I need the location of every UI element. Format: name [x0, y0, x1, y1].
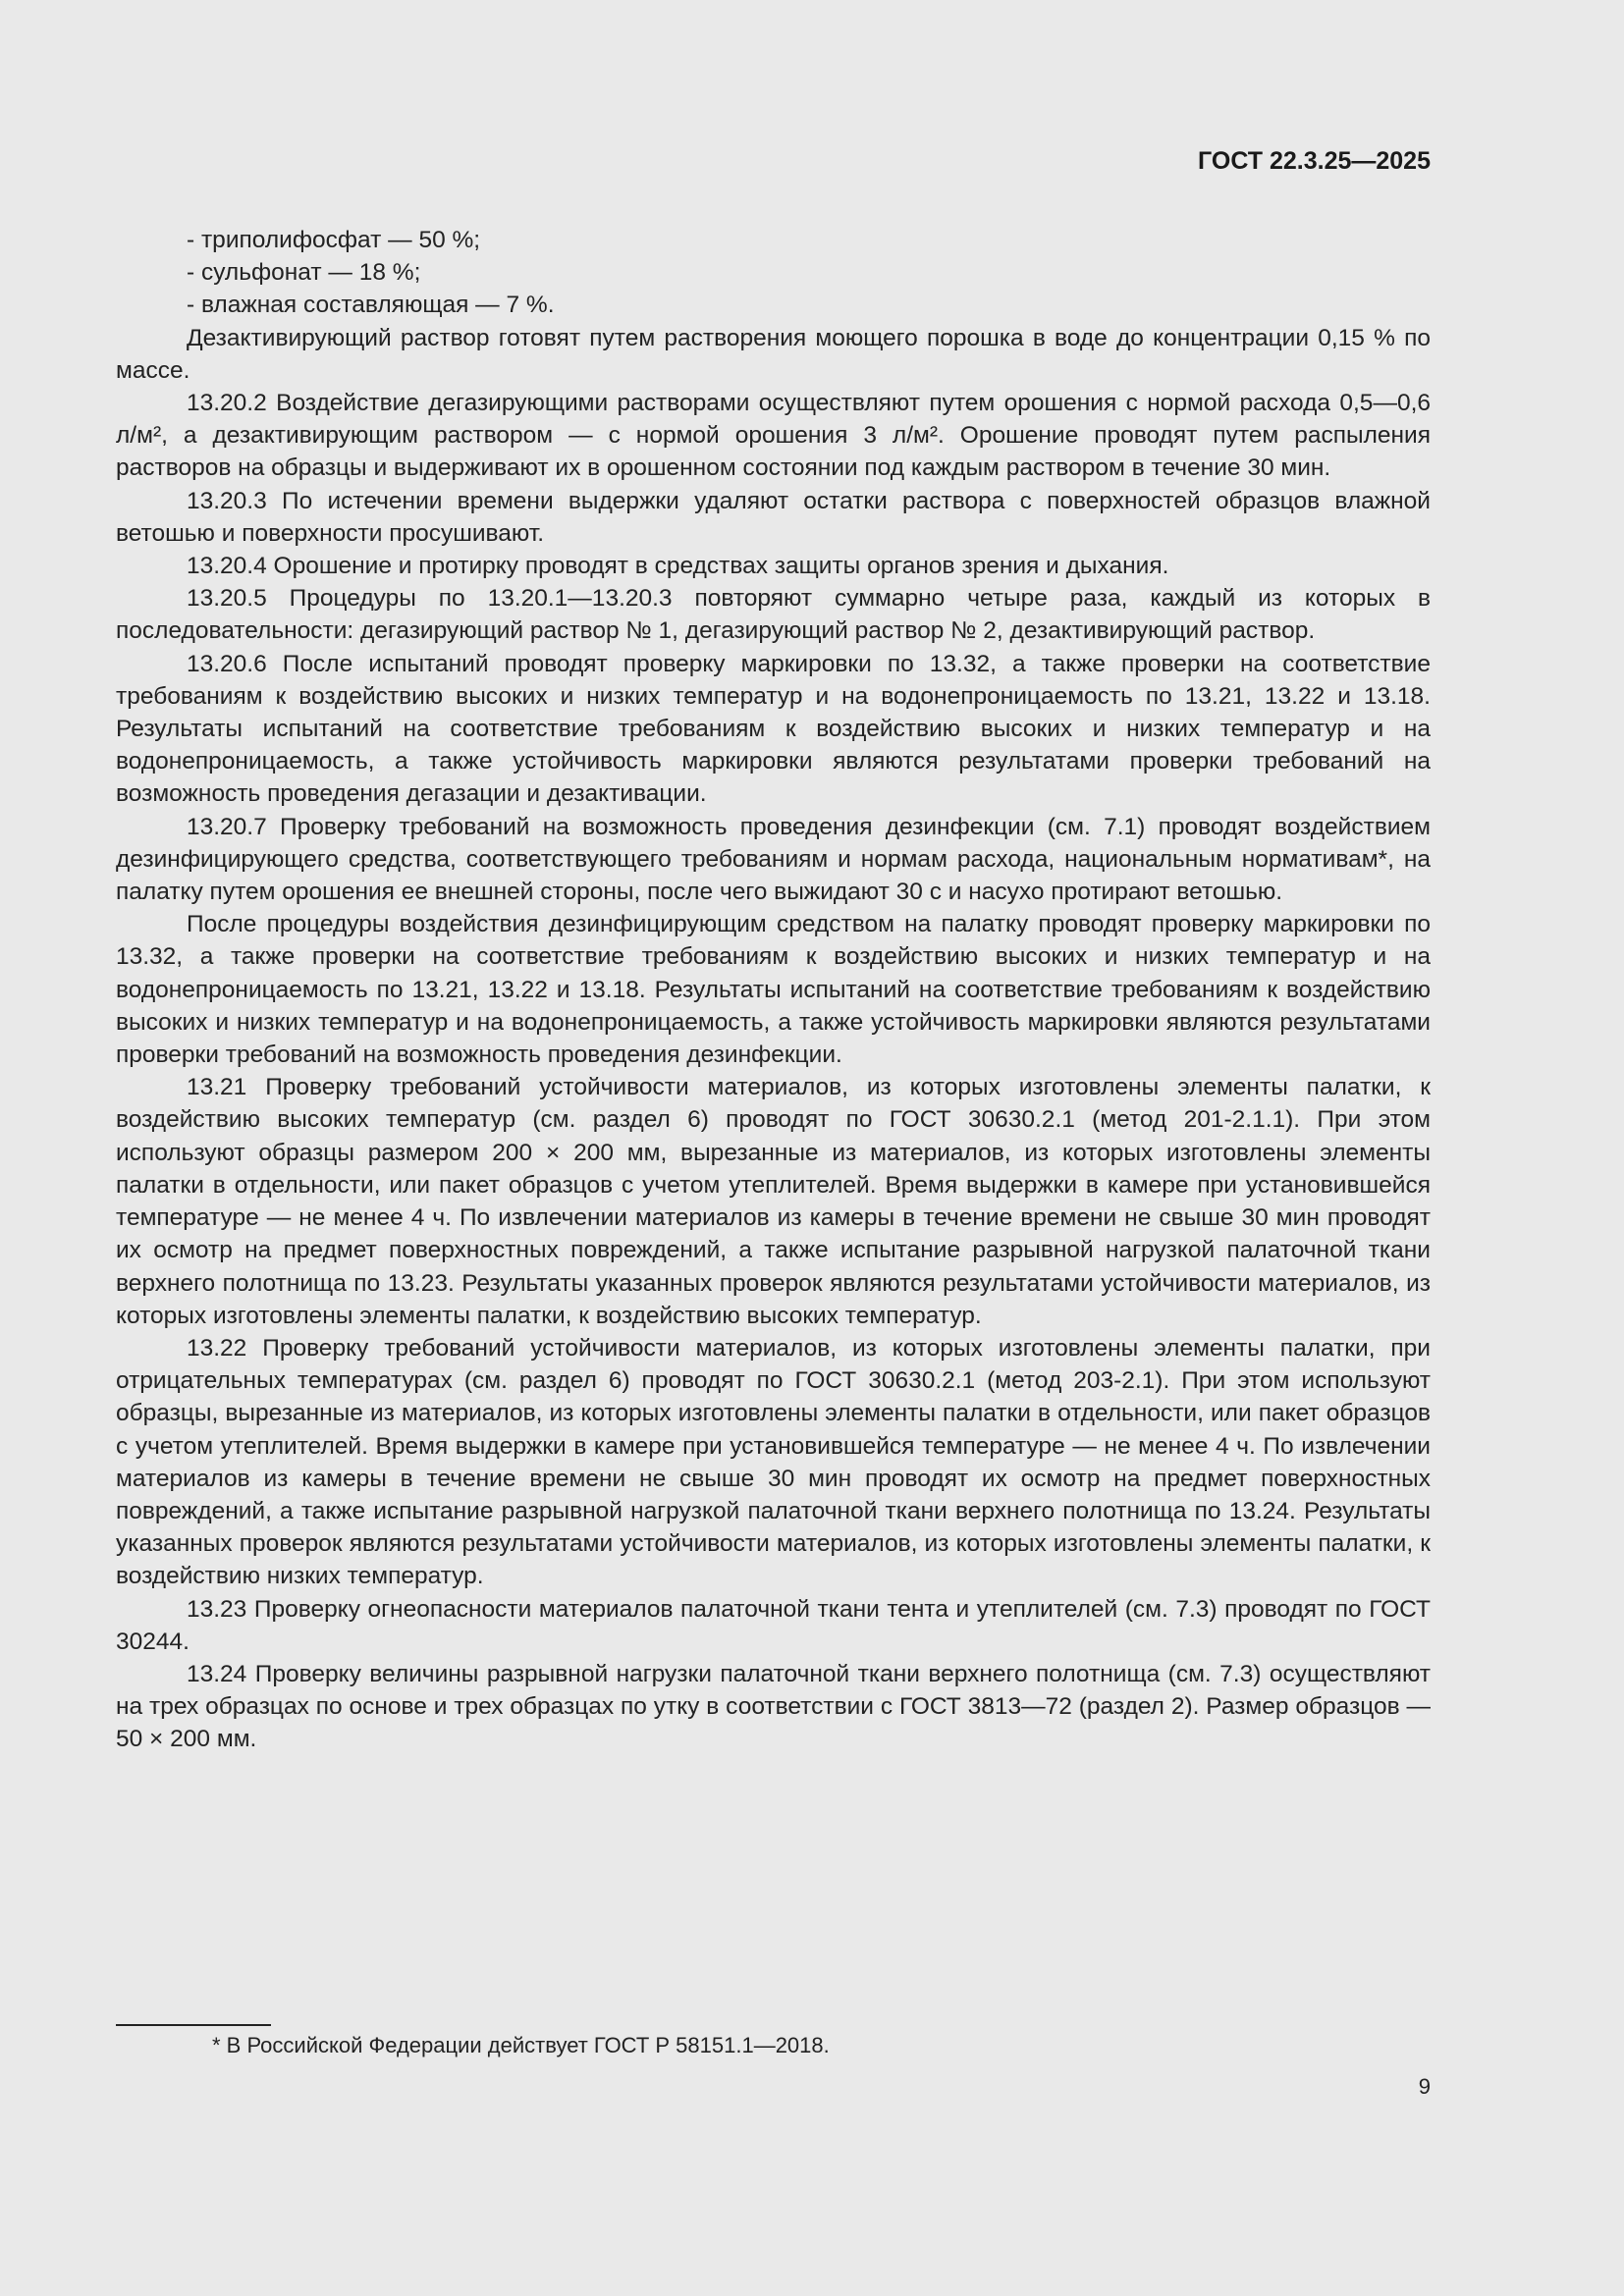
paragraph-13-20-7: 13.20.7 Проверку требований на возможность проведения дезинфекции (см. 7.1) проводят воздействием дезинфицирующего средства, соответствующего требованиям и нормам расхода, национальным нормативам*, на палатку путем орошения ее внешней стороны, после чего выжидают 30 с и насухо протирают ветошью.	[116, 813, 1431, 906]
body-text	[116, 224, 1431, 1756]
paragraph-13-20-4: 13.20.4 Орошение и протирку проводят в средствах защиты органов зрения и дыхания.	[187, 553, 1169, 580]
page-number: 9	[1418, 2074, 1431, 2099]
list-item: - сульфонат — 18 %;	[187, 259, 421, 287]
footnote: * В Российской Федерации действует ГОСТ Р 58151.1—2018.	[212, 2033, 830, 2057]
paragraph: Дезактивирующий раствор готовят путем растворения моющего порошка в воде до концентрации 0,15 % по массе.	[116, 324, 1431, 384]
paragraph-13-21: 13.21 Проверку требований устойчивости материалов, из которых изготовлены элементы палатки, к воздействию высоких температур (см. раздел 6) проводят по ГОСТ 30630.2.1 (метод 201-2.1.1). При этом используют образцы размером 200 × 200 мм, вырезанные из материалов, из которых изготовлены элементы палатки в отдельности, или пакет образцов с учетом утеплителей. Время выдержки в камере при установившейся температуре — не менее 4 ч. По извлечении материалов из камеры в течение времени не свыше 30 мин проводят их осмотр на предмет поверхностных повреждений, а также испытание разрывной нагрузкой палаточной ткани верхнего полотнища по 13.23. Результаты указанных проверок являются результатами устойчивости материалов, из которых изготовлены элементы палатки, к воздействию высоких температур.	[116, 1074, 1431, 1329]
paragraph-13-20-2: 13.20.2 Воздействие дегазирующими растворами осуществляют путем орошения с нормой расхода 0,5—0,6 л/м², а дезактивирующим раствором — с нормой орошения 3 л/м². Орошение проводят путем распыления растворов на образцы и выдерживают их в орошенном состоянии под каждым раствором в течение 30 мин.	[116, 390, 1431, 482]
list-item: - влажная составляющая — 7 %.	[187, 292, 555, 319]
paragraph-13-20-3: 13.20.3 По истечении времени выдержки удаляют остатки раствора с поверхностей образцов влажной ветошью и поверхности просушивают.	[116, 487, 1431, 547]
list-item: - триполифосфат — 50 %;	[187, 227, 481, 253]
document-header: ГОСТ 22.3.25—2025	[1198, 147, 1431, 175]
paragraph-13-20-6: 13.20.6 После испытаний проводят проверку маркировки по 13.32, а также проверки на соответствие требованиям к воздействию высоких и низких температур и на водонепроницаемость по 13.21, 13.22 и 13.18. Результаты испытаний на соответствие требованиям к воздействию высоких и низких температур и на водонепроницаемость, а также устойчивость маркировки являются результатами проверки требований на возможность проведения дегазации и дезактивации.	[116, 650, 1431, 808]
paragraph-13-20-5: 13.20.5 Процедуры по 13.20.1—13.20.3 повторяют суммарно четыре раза, каждый из которых в последовательности: дегазирующий раствор № 1, дегазирующий раствор № 2, дезактивирующий раствор.	[116, 585, 1431, 645]
paragraph-13-22: 13.22 Проверку требований устойчивости материалов, из которых изготовлены элементы палатки, при отрицательных температурах (см. раздел 6) проводят по ГОСТ 30630.2.1 (метод 203-2.1). При этом используют образцы, вырезанные из материалов, из которых изготовлены элементы палатки в отдельности, или пакет образцов с учетом утеплителей. Время выдержки в камере при установившейся температуре — не менее 4 ч. По извлечении материалов из камеры в течение времени не свыше 30 мин проводят их осмотр на предмет поверхностных повреждений, а также испытание разрывной нагрузкой палаточной ткани верхнего полотнища по 13.24. Результаты указанных проверок являются результатами устойчивости материалов, из которых изготовлены элементы палатки, к воздействию низких температур.	[116, 1334, 1431, 1590]
paragraph-13-24: 13.24 Проверку величины разрывной нагрузки палаточной ткани верхнего полотнища (см. 7.3) осуществляют на трех образцах по основе и трех образцах по утку в соответствии с ГОСТ 3813—72 (раздел 2). Размер образцов — 50 × 200 мм.	[116, 1660, 1431, 1753]
paragraph-13-23: 13.23 Проверку огнеопасности материалов палаточной ткани тента и утеплителей (см. 7.3) проводят по ГОСТ 30244.	[116, 1595, 1431, 1655]
paragraph: После процедуры воздействия дезинфицирующим средством на палатку проводят проверку маркировки по 13.32, а также проверки на соответствие требованиям к воздействию высоких и низких температур и на водонепроницаемость по 13.21, 13.22 и 13.18. Результаты испытаний на соответствие требованиям к воздействию высоких и низких температур и на водонепроницаемость, а также устойчивость маркировки являются результатами проверки требований на возможность проведения дезинфекции.	[116, 911, 1431, 1069]
footnote-divider	[116, 2024, 271, 2026]
